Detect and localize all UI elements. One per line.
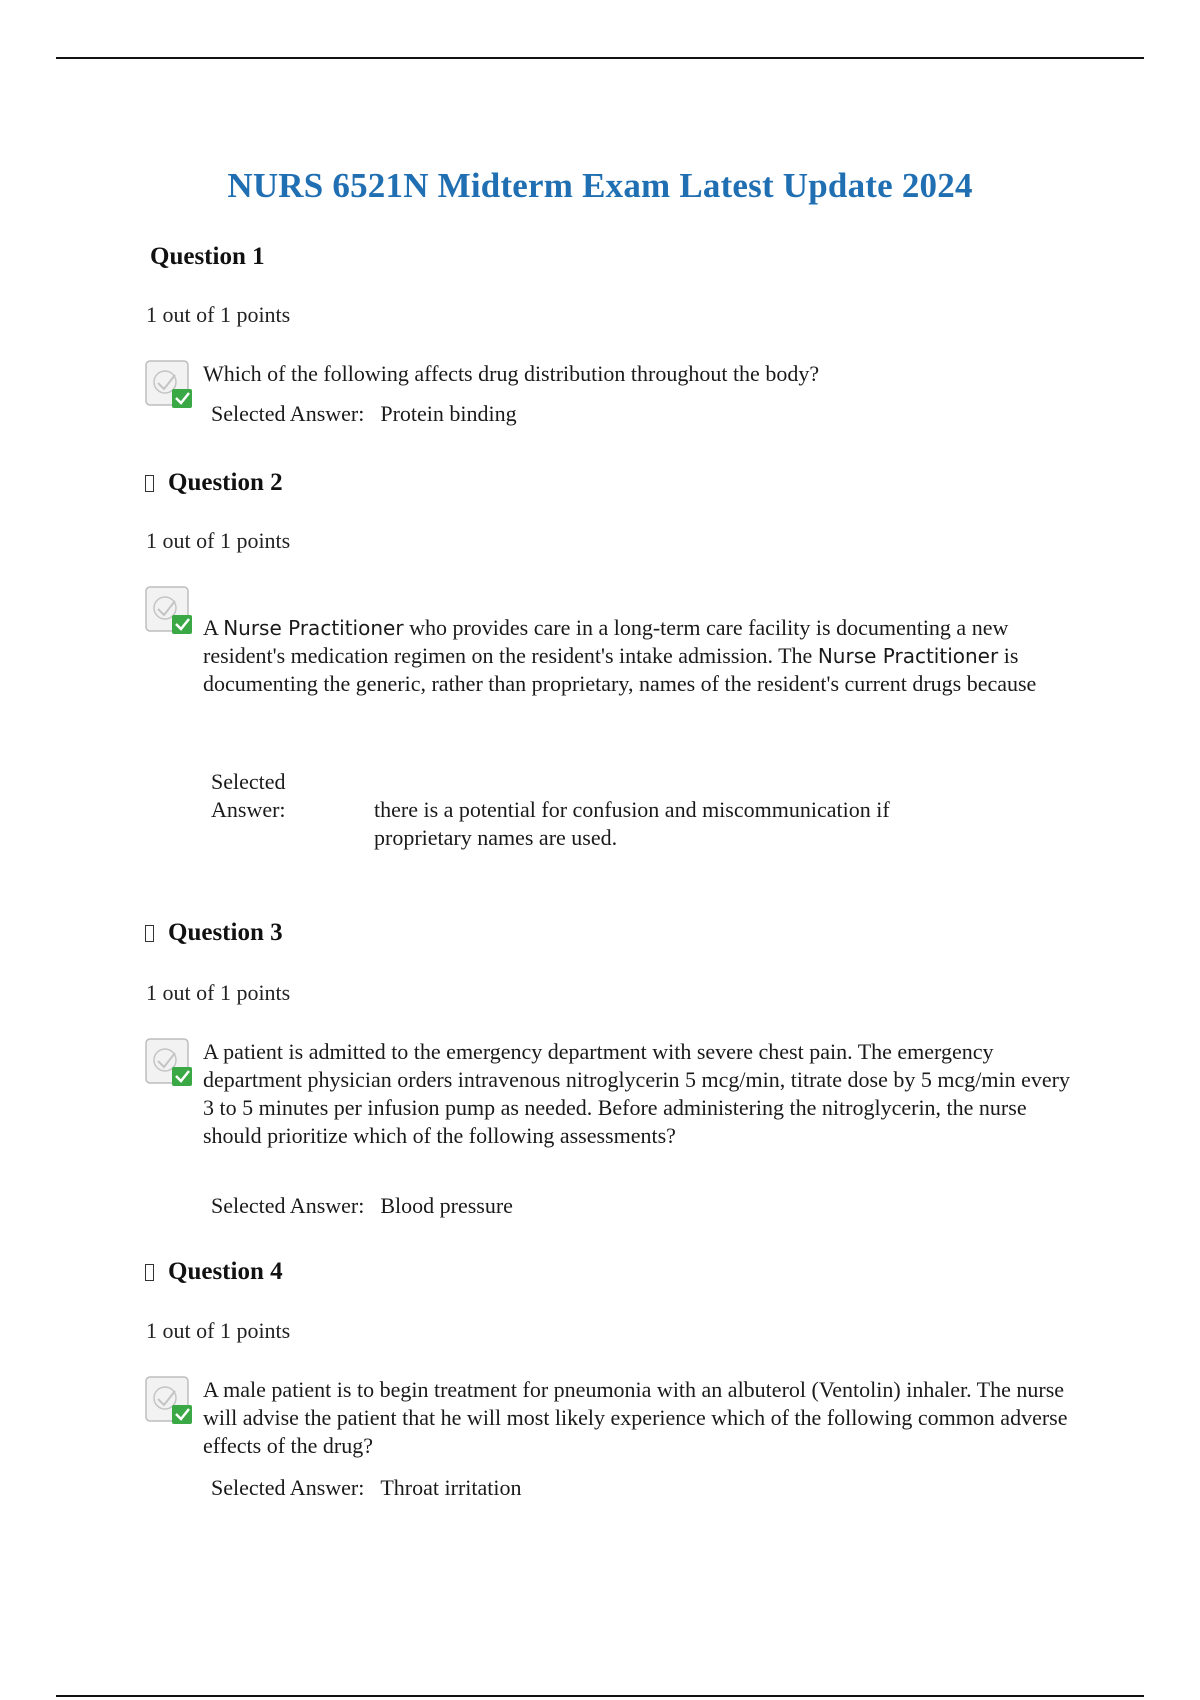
text-part: who provides care in a long-term care facility is documenting a new resident's medication regimen on the resident's intake admission. The [203, 615, 1009, 668]
text-part: Nurse Practitioner [817, 644, 999, 668]
selected-answer-label [211, 768, 311, 824]
question-4-points: 1 out of 1 points [146, 1318, 291, 1343]
selected-answer-value: Protein binding [380, 401, 517, 426]
question-heading-label: Question 4 [168, 1258, 283, 1285]
top-rule [56, 57, 1144, 59]
correct-check-icon [145, 1376, 195, 1426]
question-heading-label: Question 1 [150, 243, 265, 270]
selected-answer-label: Selected Answer: [211, 1475, 365, 1500]
question-checkbox-icon [145, 475, 154, 492]
answer-label-line: Answer: [211, 797, 286, 822]
selected-answer-label: Selected Answer: [211, 401, 365, 426]
question-4-heading [145, 1258, 283, 1286]
correct-check-icon [145, 360, 195, 410]
selected-answer-label: Selected Answer: [211, 1193, 365, 1218]
selected-label-line: Selected [211, 769, 286, 794]
question-3-heading [145, 919, 283, 947]
selected-answer-value: Throat irritation [380, 1475, 522, 1500]
text-part: Nurse Practitioner [223, 616, 404, 640]
question-2-text [203, 614, 1073, 698]
question-1-points: 1 out of 1 points [146, 302, 291, 327]
question-checkbox-icon [145, 925, 154, 942]
correct-check-icon [145, 586, 195, 636]
question-checkbox-icon [145, 1264, 154, 1281]
selected-answer-value: there is a potential for confusion and miscommunication if proprietary names are used. [374, 797, 890, 850]
question-3-points: 1 out of 1 points [146, 980, 291, 1005]
text-part: A [203, 615, 224, 640]
question-3-answer [211, 1193, 513, 1219]
question-2-answer [211, 768, 1081, 850]
question-1-text: Which of the following affects drug distribution throughout the body? [203, 361, 820, 386]
selected-answer-value: Blood pressure [380, 1193, 513, 1218]
question-4-text: A male patient is to begin treatment for pneumonia with an albuterol (Ventolin) inhaler. The nurse will advise the patient that he will most likely experience which of the following common adverse effects of the drug? [203, 1377, 1068, 1458]
question-3-text: A patient is admitted to the emergency department with severe chest pain. The emergency department physician orders intravenous nitroglycerin 5 mcg/min, titrate dose by 5 mcg/min every 3 to 5 minutes per infusion pump as needed. Before administering the nitroglycerin, the nurse should prioritize which of the following assessments? [203, 1039, 1070, 1148]
page-title: NURS 6521N Midterm Exam Latest Update 2024 [227, 166, 973, 205]
question-1-heading [150, 243, 265, 271]
correct-check-icon [145, 1038, 195, 1088]
text-part: is documenting the generic, rather than proprietary, names of the resident's current drugs because [203, 643, 1037, 696]
question-heading-label: Question 2 [168, 469, 283, 496]
question-2-heading [145, 469, 283, 497]
bottom-rule [56, 1695, 1144, 1697]
question-2-points: 1 out of 1 points [146, 528, 291, 553]
question-heading-label: Question 3 [168, 919, 283, 946]
question-1-answer [211, 401, 517, 427]
question-4-answer [211, 1475, 521, 1501]
